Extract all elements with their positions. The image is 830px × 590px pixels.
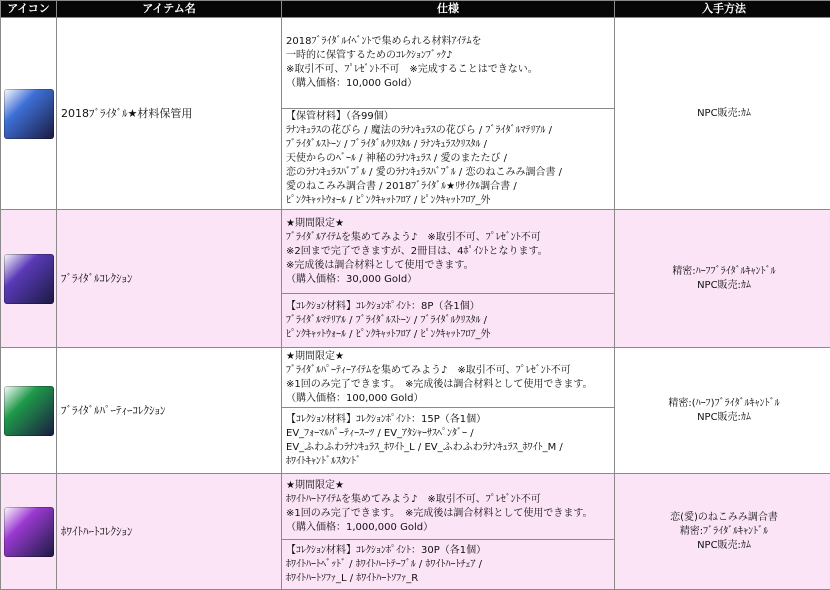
- header-acquire: 入手方法: [615, 1, 830, 18]
- spec-materials-line: 恋のﾗﾅﾝｷｭﾗｽﾊﾞﾌﾞﾙ / 愛のﾗﾅﾝｷｭﾗｽﾊﾞﾌﾞﾙ / 恋のねこみみ調合書 /: [286, 166, 610, 180]
- spec-main-line: ※1回のみ完了できます。 ※完成後は調合材料として使用できます。: [286, 507, 610, 521]
- green-book-with-dress-icon: [4, 386, 54, 436]
- header-icon: アイコン: [1, 1, 57, 18]
- icon-cell: [1, 210, 57, 348]
- spec-materials-line: 【保管材料】（各99個）: [286, 110, 610, 124]
- spec-main-line: ﾌﾞﾗｲﾀﾞﾙｱｲﾃﾑを集めてみよう♪ ※取引不可、ﾌﾟﾚｾﾞﾝﾄ不可: [286, 231, 610, 245]
- spec-materials-line: 天使からのﾍﾞｰﾙ / 神秘のﾗﾅﾝｷｭﾗｽ / 愛のまたたび /: [286, 152, 610, 166]
- icon-cell: [1, 348, 57, 474]
- spec-materials-line: ﾎﾜｲﾄﾊｰﾄﾍﾞｯﾄﾞ / ﾎﾜｲﾄﾊｰﾄﾃｰﾌﾞﾙ / ﾎﾜｲﾄﾊｰﾄﾁｪｱ /: [286, 558, 610, 572]
- purple-book-with-bouquet-icon: [4, 254, 54, 304]
- spec-main-line: ★期間限定★: [286, 479, 610, 493]
- icon-cell: [1, 474, 57, 590]
- table-row: [1, 18, 830, 109]
- spec-main: [282, 18, 615, 109]
- acquire-method: [615, 474, 830, 590]
- item-name: ﾎﾜｲﾄﾊｰﾄｺﾚｸｼｮﾝ: [57, 474, 282, 590]
- acquire-method: [615, 348, 830, 474]
- spec-materials-line: 【ｺﾚｸｼｮﾝ材料】ｺﾚｸｼｮﾝﾎﾟｲﾝﾄ：30P（各1個）: [286, 544, 610, 558]
- spec-materials: [282, 294, 615, 348]
- spec-materials-line: ﾋﾟﾝｸｷｬｯﾄｳｫｰﾙ / ﾋﾟﾝｸｷｬｯﾄﾌﾛｱ / ﾋﾟﾝｸｷｬｯﾄﾌﾛｱ_外: [286, 194, 610, 208]
- spec-materials-line: ﾋﾟﾝｸｷｬｯﾄｳｫｰﾙ / ﾋﾟﾝｸｷｬｯﾄﾌﾛｱ / ﾋﾟﾝｸｷｬｯﾄﾌﾛｱ_外: [286, 328, 610, 342]
- spec-materials-line: 【ｺﾚｸｼｮﾝ材料】ｺﾚｸｼｮﾝﾎﾟｲﾝﾄ：15P（各1個）: [286, 413, 610, 427]
- spec-main: [282, 348, 615, 408]
- header-name: アイテム名: [57, 1, 282, 18]
- spec-main-line: ※完成後は調合材料として使用できます。: [286, 259, 610, 273]
- spec-main: [282, 210, 615, 294]
- icon-cell: [1, 18, 57, 210]
- spec-main: [282, 474, 615, 540]
- item-name: ﾌﾞﾗｲﾀﾞﾙﾊﾟｰﾃｨｰｺﾚｸｼｮﾝ: [57, 348, 282, 474]
- acquire-line: NPC販売:ｶﾑ: [615, 539, 830, 553]
- blue-book-with-roses-icon: [4, 89, 54, 139]
- table-row: [1, 348, 830, 408]
- spec-materials-line: 【ｺﾚｸｼｮﾝ材料】ｺﾚｸｼｮﾝﾎﾟｲﾝﾄ：8P（各1個）: [286, 300, 610, 314]
- table-header-row: [1, 1, 830, 18]
- item-name: ﾌﾞﾗｲﾀﾞﾙｺﾚｸｼｮﾝ: [57, 210, 282, 348]
- table-row: [1, 210, 830, 294]
- spec-materials: [282, 109, 615, 210]
- spec-main-line: ﾎﾜｲﾄﾊｰﾄｱｲﾃﾑを集めてみよう♪ ※取引不可、ﾌﾟﾚｾﾞﾝﾄ不可: [286, 493, 610, 507]
- acquire-line: 精密:ﾌﾞﾗｲﾀﾞﾙｷｬﾝﾄﾞﾙ: [615, 525, 830, 539]
- spec-materials-line: 愛のねこみみ調合書 / 2018ﾌﾞﾗｲﾀﾞﾙ★ﾘｻｲｸﾙ調合書 /: [286, 180, 610, 194]
- spec-main-line: （購入価格：10,000 Gold）: [286, 77, 610, 91]
- spec-main-line: ★期間限定★: [286, 350, 610, 364]
- spec-main-line: （購入価格：30,000 Gold）: [286, 273, 610, 287]
- header-spec: 仕様: [282, 1, 615, 18]
- acquire-line: NPC販売:ｶﾑ: [615, 411, 830, 425]
- acquire-line: NPC販売:ｶﾑ: [615, 107, 830, 121]
- table-row: [1, 474, 830, 540]
- spec-main-line: ※2回まで完了できますが、2冊目は、4ﾎﾟｲﾝﾄとなります。: [286, 245, 610, 259]
- spec-materials-line: EV_ﾌｫｰﾏﾙﾊﾟｰﾃｨｰｽｰﾂ / EV_ｱﾀｼｬｰｻｽﾍﾟﾝﾀﾞｰ /: [286, 427, 610, 441]
- spec-main-line: ★期間限定★: [286, 217, 610, 231]
- acquire-line: NPC販売:ｶﾑ: [615, 279, 830, 293]
- spec-materials-line: EV_ふわふわﾗﾅﾝｷｭﾗｽ_ﾎﾜｲﾄ_L / EV_ふわふわﾗﾅﾝｷｭﾗｽ_ﾎﾜｲﾄ_M /: [286, 441, 610, 455]
- spec-materials-line: ﾎﾜｲﾄﾊｰﾄｿﾌｧ_L / ﾎﾜｲﾄﾊｰﾄｿﾌｧ_R: [286, 572, 610, 586]
- violet-book-with-chair-icon: [4, 507, 54, 557]
- spec-main-line: ﾌﾞﾗｲﾀﾞﾙﾊﾟｰﾃｨｰｱｲﾃﾑを集めてみよう♪ ※取引不可、ﾌﾟﾚｾﾞﾝﾄ不可: [286, 364, 610, 378]
- acquire-method: [615, 18, 830, 210]
- spec-main-line: 2018ﾌﾞﾗｲﾀﾞﾙｲﾍﾞﾝﾄで集められる材料ｱｲﾃﾑを: [286, 35, 610, 49]
- spec-main-line: （購入価格：1,000,000 Gold）: [286, 521, 610, 535]
- spec-materials-line: ﾌﾞﾗｲﾀﾞﾙｽﾄｰﾝ / ﾌﾞﾗｲﾀﾞﾙｸﾘｽﾀﾙ / ﾗﾅﾝｷｭﾗｽｸﾘｽﾀﾙ /: [286, 138, 610, 152]
- acquire-line: 精密:ﾊｰﾌﾌﾞﾗｲﾀﾞﾙｷｬﾝﾄﾞﾙ: [615, 265, 830, 279]
- spec-main-line: ※1回のみ完了できます。 ※完成後は調合材料として使用できます。: [286, 378, 610, 392]
- spec-main-line: （購入価格：100,000 Gold）: [286, 392, 610, 406]
- spec-materials-line: ﾌﾞﾗｲﾀﾞﾙﾏﾃﾘｱﾙ / ﾌﾞﾗｲﾀﾞﾙｽﾄｰﾝ / ﾌﾞﾗｲﾀﾞﾙｸﾘｽﾀﾙ /: [286, 314, 610, 328]
- spec-materials: [282, 540, 615, 590]
- acquire-line: 精密:(ﾊｰﾌ)ﾌﾞﾗｲﾀﾞﾙｷｬﾝﾄﾞﾙ: [615, 397, 830, 411]
- spec-materials-line: ﾗﾅﾝｷｭﾗｽの花びら / 魔法のﾗﾅﾝｷｭﾗｽの花びら / ﾌﾞﾗｲﾀﾞﾙﾏﾃﾘｱﾙ /: [286, 124, 610, 138]
- spec-materials: [282, 408, 615, 474]
- acquire-method: [615, 210, 830, 348]
- item-name: 2018ﾌﾞﾗｲﾀﾞﾙ★材料保管用: [57, 18, 282, 210]
- acquire-line: 恋(愛)のねこみみ調合書: [615, 511, 830, 525]
- spec-main-line: ※取引不可、ﾌﾟﾚｾﾞﾝﾄ不可 ※完成することはできない。: [286, 63, 610, 77]
- spec-main-line: 一時的に保管するためのｺﾚｸｼｮﾝﾌﾞｯｸ♪: [286, 49, 610, 63]
- spec-materials-line: ﾎﾜｲﾄｷｬﾝﾄﾞﾙｽﾀﾝﾄﾞ: [286, 455, 610, 469]
